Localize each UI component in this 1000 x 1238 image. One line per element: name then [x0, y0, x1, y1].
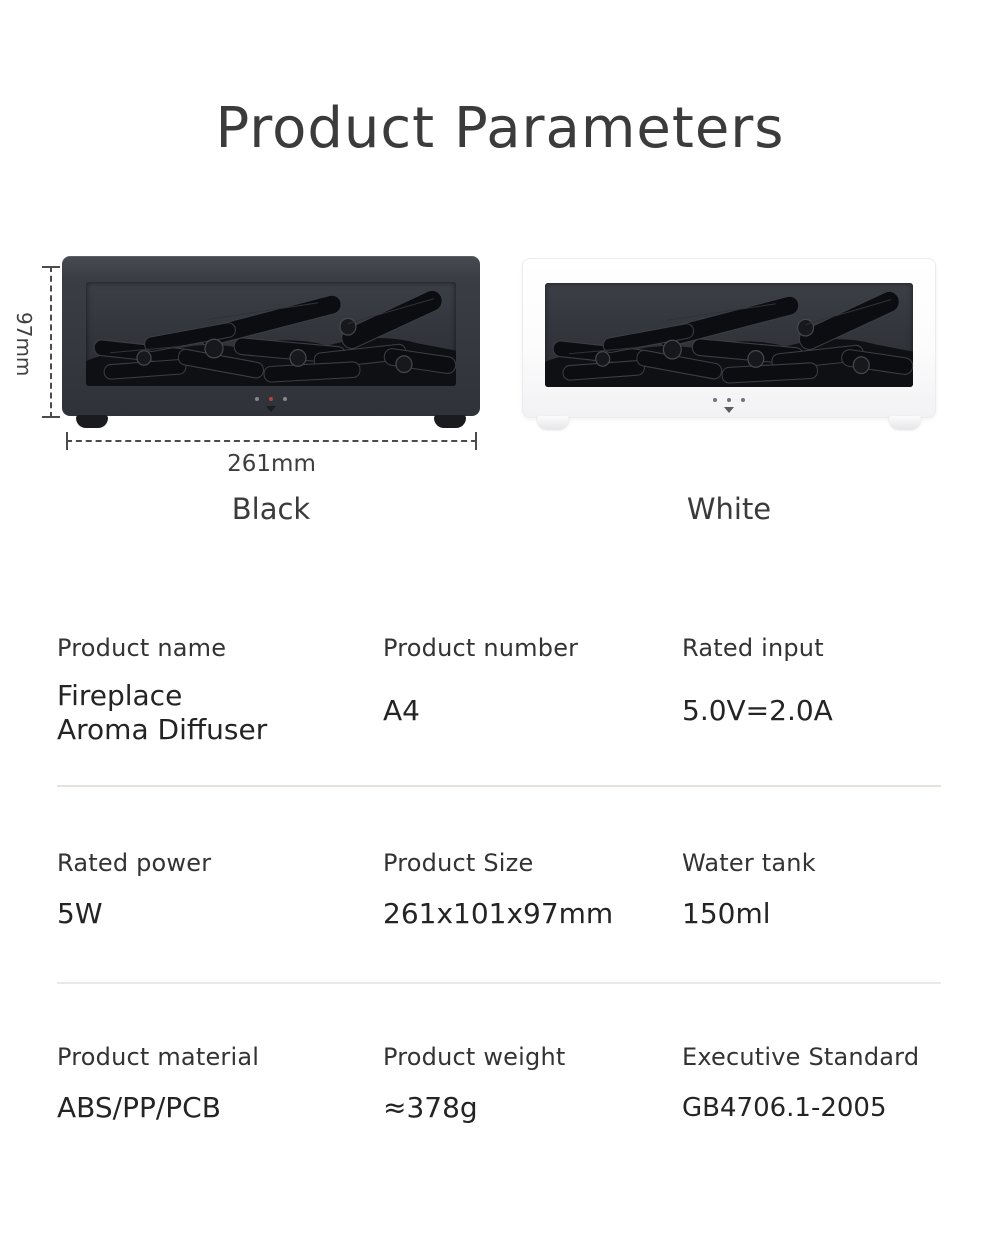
spec-cell-water-tank	[682, 848, 947, 931]
dimension-tick	[42, 416, 60, 418]
width-dimension-line	[66, 432, 477, 450]
height-dimension-label: 97mm	[12, 312, 36, 377]
spec-row-3	[57, 1042, 947, 1125]
dot-red-icon	[269, 397, 273, 401]
dimension-tick	[66, 432, 68, 450]
spec-value-line2: Aroma Diffuser	[57, 713, 268, 746]
control-dots-icon	[62, 397, 480, 401]
spec-value: 261x101x97mm	[383, 897, 614, 930]
caret-notch-icon	[724, 407, 734, 413]
product-color-label-white: White	[686, 492, 772, 526]
width-dimension-label: 261mm	[227, 451, 316, 477]
product-foot	[889, 416, 921, 429]
row-divider	[57, 785, 941, 787]
height-dimension-line	[42, 266, 60, 418]
spec-value: ABS/PP/PCB	[57, 1091, 221, 1124]
caret-notch-icon	[266, 406, 276, 412]
spec-label: Executive Standard	[682, 1043, 920, 1071]
spec-value: 5W	[57, 897, 103, 930]
product-foot	[537, 416, 569, 429]
row-divider	[57, 982, 941, 984]
product-foot	[76, 415, 108, 428]
spec-value	[57, 679, 383, 747]
dimension-tick	[475, 432, 477, 450]
black-fireplace-window	[86, 282, 456, 386]
spec-value: GB4706.1-2005	[682, 1093, 887, 1123]
spec-cell-rated-power	[57, 848, 383, 931]
spec-row-2	[57, 848, 947, 931]
page-title: Product Parameters	[215, 96, 785, 161]
spec-cell-product-material	[57, 1042, 383, 1125]
white-fireplace-window	[545, 283, 913, 387]
spec-cell-product-weight	[383, 1042, 682, 1125]
dot-icon	[741, 398, 745, 402]
log-pile-icon	[86, 282, 456, 386]
control-dots-icon	[523, 398, 935, 402]
dimension-tick	[42, 266, 60, 268]
spec-value: 5.0V=2.0A	[682, 694, 833, 727]
black-diffuser-frame	[62, 256, 480, 416]
spec-label: Rated power	[57, 849, 212, 877]
product-image-white	[522, 258, 936, 418]
spec-value: ≈378g	[383, 1091, 478, 1124]
spec-row-1	[57, 633, 947, 747]
spec-value: A4	[383, 694, 420, 727]
product-color-label-black: Black	[231, 492, 311, 526]
spec-label: Product number	[383, 634, 579, 662]
spec-cell-product-name	[57, 633, 383, 747]
dot-icon	[713, 398, 717, 402]
dot-icon	[283, 397, 287, 401]
spec-label: Product name	[57, 634, 227, 662]
spec-label: Product material	[57, 1043, 260, 1071]
spec-label: Product Size	[383, 849, 534, 877]
spec-cell-product-number	[383, 633, 682, 747]
dot-red-icon	[727, 398, 731, 402]
product-image-black	[62, 256, 480, 416]
spec-value-line1: Fireplace	[57, 679, 183, 712]
spec-value: 150ml	[682, 897, 771, 930]
spec-cell-rated-input	[682, 633, 947, 747]
dot-icon	[255, 397, 259, 401]
spec-cell-executive-standard	[682, 1042, 947, 1125]
product-foot	[434, 415, 466, 428]
spec-label: Rated input	[682, 634, 824, 662]
spec-label: Product weight	[383, 1043, 566, 1071]
spec-cell-product-size	[383, 848, 682, 931]
log-pile-icon	[545, 283, 913, 387]
spec-label: Water tank	[682, 849, 816, 877]
white-diffuser-frame	[522, 258, 936, 418]
